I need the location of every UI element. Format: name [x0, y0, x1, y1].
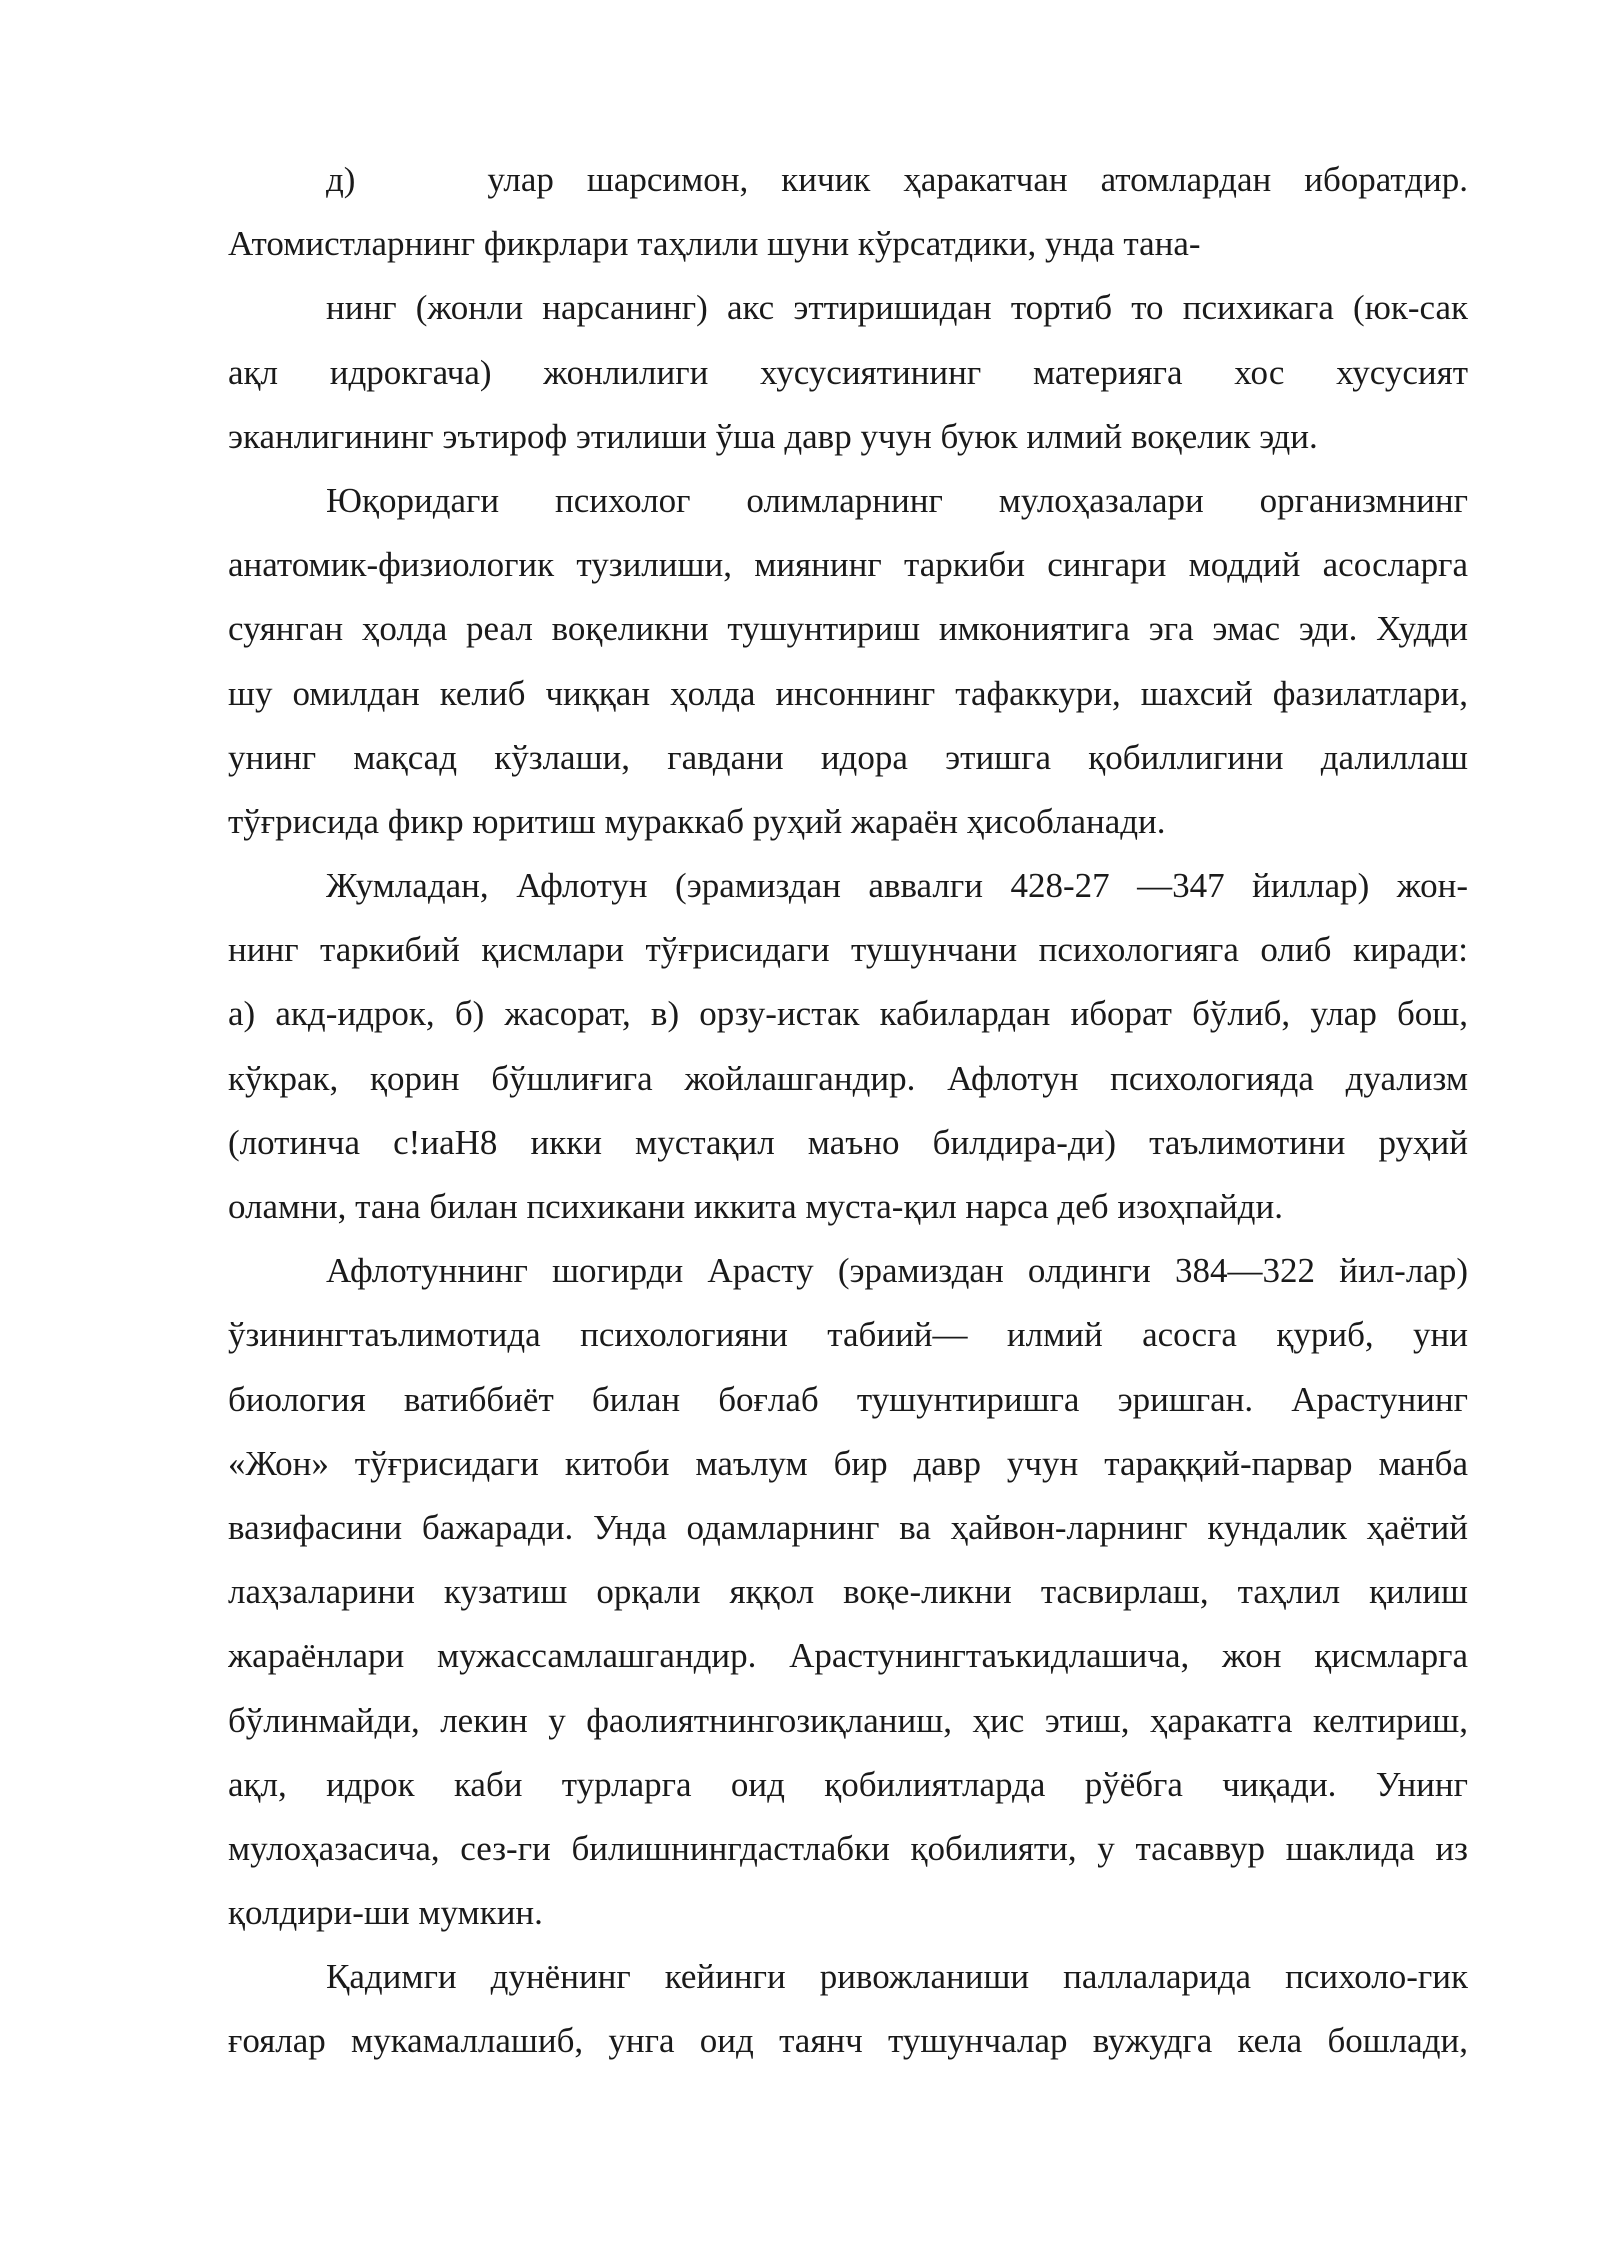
text-line: қолдири-ши мумкин.: [228, 1893, 543, 1933]
text-line: нинг таркибий қисмлари тўғрисидаги тушунчани психологияга олиб киради:: [228, 930, 1468, 970]
text-line: (лотинча с!иаН8 икки мустақил маъно билдира-ди) таълимотини руҳий: [228, 1122, 1468, 1162]
text-line: вазифасини бажаради. Унда одамларнинг ва ҳайвон-ларнинг кундалик ҳаётий: [228, 1507, 1468, 1547]
text-line: унинг мақсад кўзлаши, гавдани идора этишга қобиллигини далиллаш: [228, 737, 1468, 777]
text-line: шу омилдан келиб чиққан ҳолда инсоннинг тафаккури, шахсий фазилатлари,: [228, 673, 1468, 713]
text-line: Атомистларнинг фикрлари таҳлили шуни кўрсатдики, унда тана-: [228, 224, 1201, 264]
text-line: Қадимги дунёнинг кейинги ривожланиши паллаларида психоло-гик: [326, 1957, 1468, 1997]
text-line: ғоялар мукамаллашиб, унга оид таянч тушунчалар вужудга кела бошлади,: [228, 2021, 1468, 2061]
text-line: Юқоридаги психолог олимларнинг мулоҳазалари организмнинг: [326, 480, 1468, 520]
text-line: Жумладан, Афлотун (эрамиздан аввалги 428-27 —347 йиллар) жон-: [326, 866, 1468, 906]
text-line: бўлинмайди, лекин у фаолиятнингозиқланиш, ҳис этиш, ҳаракатга келтириш,: [228, 1700, 1468, 1740]
text-line: анатомик-физиологик тузилиши, миянинг таркиби сингари моддий асосларга: [228, 545, 1468, 585]
text-line: нинг (жонли нарсанинг) акс эттиришидан тортиб то психикага (юк-сак: [326, 288, 1468, 328]
text-line: эканлигининг эътироф этилиши ўша давр учун буюк илмий воқелик эди.: [228, 416, 1318, 456]
text-line: «Жон» тўғрисидаги китоби маълум бир давр учун тараққий-парвар манба: [228, 1443, 1468, 1483]
text-line: кўкрак, қорин бўшлиғига жойлашгандир. Афлотун психологияда дуализм: [228, 1058, 1468, 1098]
text-line: Афлотуннинг шогирди Арасту (эрамиздан олдинги 384—322 йил-лар): [326, 1251, 1468, 1291]
document-page: [228, 148, 1468, 2074]
text-line: ақл, идрок каби турларга оид қобилиятларда рўёбга чиқади. Унинг: [228, 1764, 1468, 1804]
text-line: ақл идрокгача) жонлилиги хусусиятининг материяга хос хусусият: [228, 352, 1468, 392]
text-line: жараёнлари мужассамлашгандир. Арастунингтаъкидлашича, жон қисмларга: [228, 1636, 1468, 1676]
text-line: мулоҳазасича, сез-ги билишнингдастлабки қобилияти, у тасаввур шаклида из: [228, 1828, 1468, 1868]
text-line: лаҳзаларини кузатиш орқали яққол воқе-ликни тасвирлаш, таҳлил қилиш: [228, 1572, 1468, 1612]
text-line: ўзинингтаълимотида психологияни табиий— илмий асосга қуриб, уни: [228, 1315, 1468, 1355]
text-line: д) улар шарсимон, кичик ҳаракатчан атомлардан иборатдир.: [326, 160, 1468, 199]
text-line: биология ватиббиёт билан боғлаб тушунтиришга эришган. Арастунинг: [228, 1379, 1468, 1419]
text-line: тўғрисида фикр юритиш мураккаб руҳий жараён ҳисобланади.: [228, 801, 1166, 841]
text-line: а) акд-идрок, б) жасорат, в) орзу-истак кабилардан иборат бўлиб, улар бош,: [228, 994, 1468, 1034]
text-line: суянган ҳолда реал воқеликни тушунтириш имкониятига эга эмас эди. Худди: [228, 609, 1468, 649]
text-line: оламни, тана билан психикани иккита муста-қил нарса деб изоҳпайди.: [228, 1187, 1283, 1226]
